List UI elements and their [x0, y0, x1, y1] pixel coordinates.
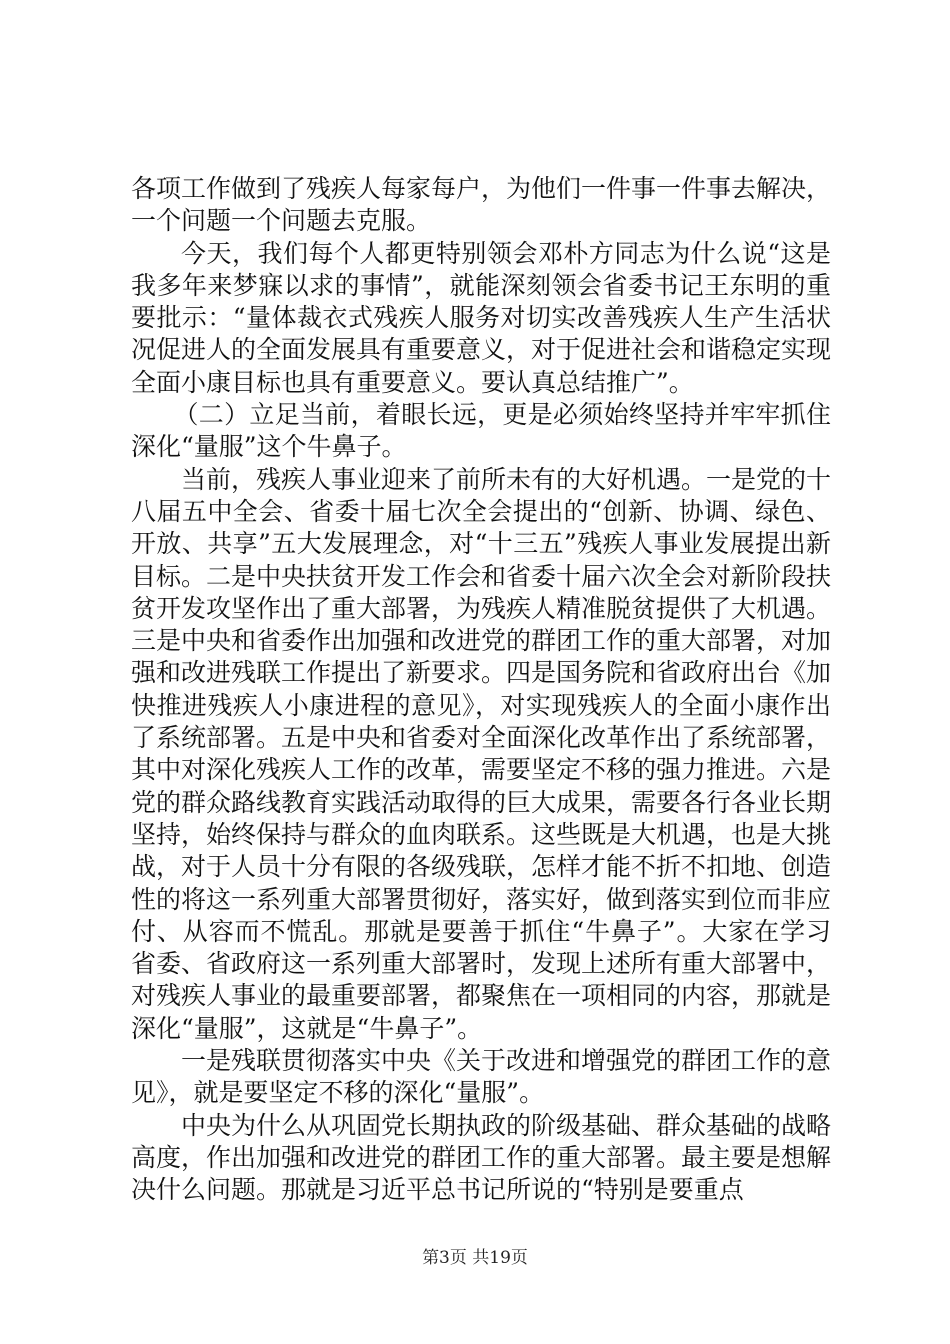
paragraph: 当前，残疾人事业迎来了前所未有的大好机遇。一是党的十八届五中全会、省委十届七次全会提出的“创新、协调、绿色、开放、共享”五大发展理念，对“十三五”残疾人事业发展提出新目标。二是中央扶贫开发工作会和省委十届六次全会对新阶段扶贫开发攻坚作出了重大部署，为残疾人精准脱贫提供了大机遇。三是中央和省委作出加强和改进党的群团工作的重大部署，对加强和改进残联工作提出了新要求。四是国务院和省政府出台《加快推进残疾人小康进程的意见》，对实现残疾人的全面小康作出了系统部署。五是中央和省委对全面深化改革作出了系统部署，其中对深化残疾人工作的改革，需要坚定不移的强力推进。六是党的群众路线教育实践活动取得的巨大成果，需要各行各业长期坚持，始终保持与群众的血肉联系。这些既是大机遇，也是大挑战，对于人员十分有限的各级残联，怎样才能不折不扣地、创造性的将这一系列重大部署贯彻好，落实好，做到落实到位而非应付、从容而不慌乱。那就是要善于抓住“牛鼻子”。大家在学习省委、省政府这一系列重大部署时，发现上述所有重大部署中，对残疾人事业的最重要部署，都聚焦在一项相同的内容，那就是深化“量服”，这就是“牛鼻子”。	[131, 464, 832, 1043]
section-heading: （二）立足当前，着眼长远，更是必须始终坚持并牢牢抓住深化“量服”这个牛鼻子。	[131, 400, 831, 462]
paragraph: 今天，我们每个人都更特别领会邓朴方同志为什么说“这是我多年来梦寐以求的事情”，就能深刻领会省委书记王东明的重要批示：“量体裁衣式残疾人服务对切实改善残疾人生产生活状况促进人的全面发展具有重要意义，对于促进社会和谐稳定实现全面小康目标也具有重要意义。要认真总结推广”。	[131, 238, 832, 397]
paragraph: 中央为什么从巩固党长期执政的阶级基础、群众基础的战略高度，作出加强和改进党的群团工作的重大部署。最主要是想解决什么问题。那就是习近平总书记所说的“特别是要重点	[131, 1110, 832, 1205]
paragraph: 各项工作做到了残疾人每家每户，为他们一件事一件事去解决，一个问题一个问题去克服。	[131, 174, 832, 236]
page-number-footer: 第3页 共19页	[422, 1248, 528, 1268]
paragraph: 一是残联贯彻落实中央《关于改进和增强党的群团工作的意见》，就是要坚定不移的深化“量服”。	[131, 1046, 832, 1108]
document-body	[131, 173, 831, 1207]
